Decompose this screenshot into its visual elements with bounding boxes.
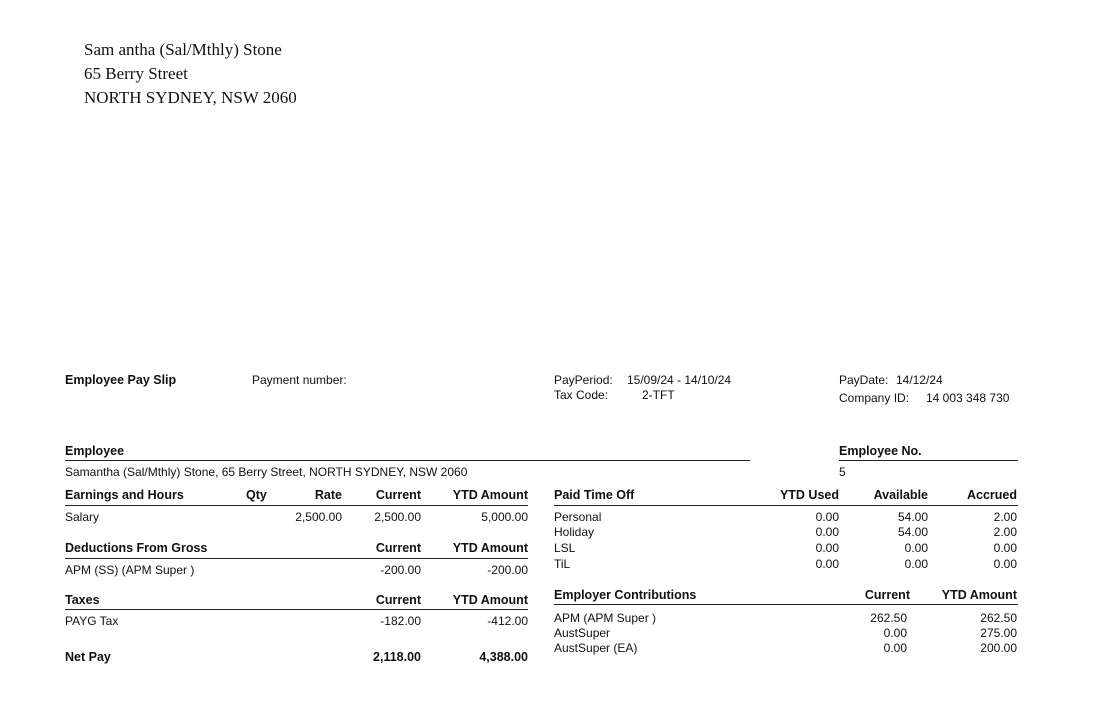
pto-row-accrued: 0.00	[993, 541, 1017, 555]
pto-row-available: 0.00	[904, 557, 928, 571]
pto-heading: Paid Time Off	[554, 488, 635, 502]
deductions-divider	[65, 558, 528, 559]
earnings-row-ytd: 5,000.00	[481, 510, 528, 524]
earnings-row-rate: 2,500.00	[295, 510, 342, 524]
deductions-row-current: -200.00	[380, 563, 421, 577]
address-name: Sam antha (Sal/Mthly) Stone	[84, 40, 282, 59]
pto-row-ytd-used: 0.00	[815, 541, 839, 555]
employee-details: Samantha (Sal/Mthly) Stone, 65 Berry Street, NORTH SYDNEY, NSW 2060	[65, 465, 468, 479]
earnings-col-qty: Qty	[246, 488, 267, 502]
employer-contrib-row-ytd: 275.00	[980, 626, 1017, 640]
employee-number-value: 5	[839, 465, 846, 479]
pay-date-value: 14/12/24	[896, 373, 943, 387]
taxes-col-current: Current	[375, 593, 421, 607]
pay-period-value: 15/09/24 - 14/10/24	[627, 373, 732, 387]
pto-row-name: Holiday	[554, 525, 595, 539]
pto-row-available: 0.00	[904, 541, 928, 555]
pto-row-available: 54.00	[897, 510, 928, 524]
employer-contrib-row-current: 0.00	[883, 626, 907, 640]
payment-number-label: Payment number:	[252, 373, 347, 387]
company-id-label: Company ID:	[839, 391, 910, 405]
employee-heading: Employee	[65, 444, 125, 458]
employer-contrib-col-ytd: YTD Amount	[941, 588, 1017, 602]
pto-row-name: TiL	[554, 557, 571, 571]
pto-col-ytd-used: YTD Used	[779, 488, 839, 502]
taxes-col-ytd: YTD Amount	[452, 593, 528, 607]
earnings-col-rate: Rate	[314, 488, 342, 502]
pto-col-accrued: Accrued	[966, 488, 1017, 502]
employer-contrib-row-name: AustSuper (EA)	[554, 641, 638, 655]
pay-period-label: PayPeriod:	[554, 373, 613, 387]
tax-code-label: Tax Code:	[554, 388, 609, 402]
earnings-col-ytd: YTD Amount	[452, 488, 528, 502]
pto-divider	[554, 505, 1018, 506]
deductions-row-name: APM (SS) (APM Super )	[65, 563, 195, 577]
taxes-row-ytd: -412.00	[487, 614, 528, 628]
employer-contrib-row-ytd: 262.50	[980, 611, 1017, 625]
deductions-col-current: Current	[375, 541, 421, 555]
pto-row-name: LSL	[554, 541, 576, 555]
pto-row-accrued: 2.00	[993, 510, 1017, 524]
company-id-value: 14 003 348 730	[926, 391, 1010, 405]
address-street: 65 Berry Street	[84, 64, 188, 83]
pto-row-available: 54.00	[897, 525, 928, 539]
earnings-row-name: Salary	[65, 510, 100, 524]
employer-contrib-heading: Employer Contributions	[554, 588, 697, 602]
pto-row-accrued: 2.00	[993, 525, 1017, 539]
deductions-heading: Deductions From Gross	[65, 541, 208, 555]
pto-col-available: Available	[873, 488, 928, 502]
deductions-col-ytd: YTD Amount	[452, 541, 528, 555]
tax-code-value: 2-TFT	[642, 388, 675, 402]
net-pay-ytd: 4,388.00	[479, 650, 528, 664]
employer-contrib-row-name: AustSuper	[554, 626, 611, 640]
employee-divider	[65, 460, 750, 461]
employer-contrib-divider	[554, 604, 1018, 605]
pto-row-ytd-used: 0.00	[815, 510, 839, 524]
net-pay-current: 2,118.00	[373, 650, 421, 664]
taxes-heading: Taxes	[65, 593, 100, 607]
employer-contrib-row-current: 262.50	[870, 611, 907, 625]
pay-date-label: PayDate:	[839, 373, 889, 387]
net-pay-label: Net Pay	[65, 650, 111, 664]
employee-number-divider	[839, 460, 1018, 461]
payslip-title: Employee Pay Slip	[65, 373, 177, 387]
taxes-divider	[65, 609, 528, 610]
pto-row-name: Personal	[554, 510, 602, 524]
deductions-row-ytd: -200.00	[487, 563, 528, 577]
earnings-divider	[65, 505, 528, 506]
address-city: NORTH SYDNEY, NSW 2060	[84, 88, 297, 107]
employer-contrib-row-name: APM (APM Super )	[554, 611, 657, 625]
pto-row-accrued: 0.00	[993, 557, 1017, 571]
employer-contrib-row-ytd: 200.00	[980, 641, 1017, 655]
pto-row-ytd-used: 0.00	[815, 557, 839, 571]
earnings-heading: Earnings and Hours	[65, 488, 184, 502]
employer-contrib-col-current: Current	[864, 588, 910, 602]
earnings-col-current: Current	[375, 488, 421, 502]
employer-contrib-row-current: 0.00	[883, 641, 907, 655]
earnings-row-current: 2,500.00	[374, 510, 421, 524]
taxes-row-name: PAYG Tax	[65, 614, 119, 628]
mailing-address	[84, 38, 297, 110]
pto-row-ytd-used: 0.00	[815, 525, 839, 539]
taxes-row-current: -182.00	[380, 614, 421, 628]
employee-number-heading: Employee No.	[839, 444, 922, 458]
